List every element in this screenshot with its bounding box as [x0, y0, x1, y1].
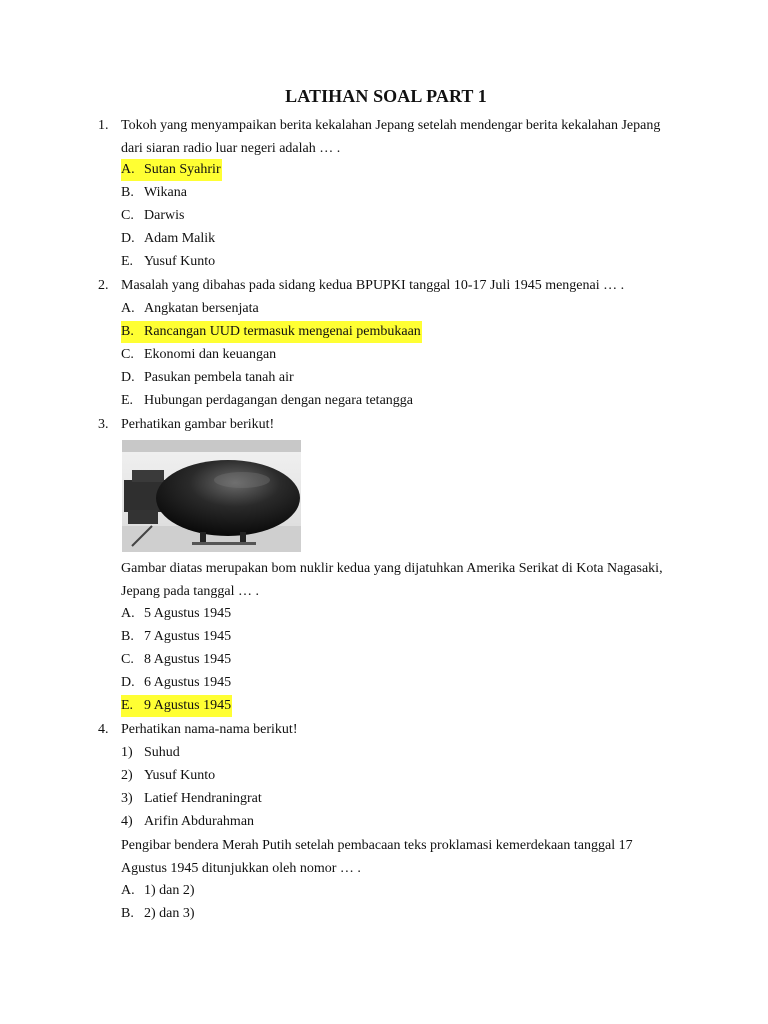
option-text: Rancangan UUD termasuk mengenai pembukaan — [144, 324, 421, 339]
option-text: Hubungan perdagangan dengan negara tetangga — [144, 393, 413, 408]
option-letter: E. — [121, 254, 134, 269]
question-3-option-b — [121, 626, 231, 648]
item-text: Yusuf Kunto — [144, 768, 216, 783]
option-letter: B. — [121, 185, 134, 200]
question-1-option-e — [121, 251, 215, 273]
question-1-option-c — [121, 205, 184, 227]
option-text: Wikana — [144, 185, 187, 200]
option-letter: A. — [121, 883, 135, 898]
question-4-item-4 — [121, 811, 254, 833]
option-text: Ekonomi dan keuangan — [144, 347, 277, 362]
question-2-number: 2. — [98, 278, 109, 293]
atomic-bomb-photo — [122, 440, 301, 552]
question-4-text: Pengibar bendera Merah Putih setelah pembacaan teks proklamasi kemerdekaan tanggal 17 Agustus 1945 ditunjukkan oleh nomor … . — [121, 838, 633, 876]
option-letter: A. — [121, 606, 135, 621]
option-letter: D. — [121, 231, 135, 246]
question-2-option-b — [121, 321, 422, 343]
option-letter: D. — [121, 370, 135, 385]
option-letter: B. — [121, 629, 134, 644]
question-2-text: Masalah yang dibahas pada sidang kedua BPUPKI tanggal 10-17 Juli 1945 mengenai … . — [121, 278, 625, 293]
question-4-option-b — [121, 903, 195, 925]
option-letter: B. — [121, 324, 134, 339]
option-letter: E. — [121, 393, 134, 408]
question-1-number: 1. — [98, 118, 109, 133]
question-3-number: 3. — [98, 417, 109, 432]
option-text: 8 Agustus 1945 — [144, 652, 232, 667]
option-text: 1) dan 2) — [144, 883, 195, 898]
option-text: Darwis — [144, 208, 185, 223]
option-text: Adam Malik — [144, 231, 216, 246]
question-2-option-a — [121, 298, 259, 320]
option-letter: C. — [121, 208, 134, 223]
option-letter: E. — [121, 698, 134, 713]
option-text: 2) dan 3) — [144, 906, 195, 921]
option-letter: C. — [121, 347, 134, 362]
item-text: Arifin Abdurahman — [144, 814, 255, 829]
question-3-option-e — [121, 695, 232, 717]
question-1-option-a — [121, 159, 222, 181]
option-text: 5 Agustus 1945 — [144, 606, 232, 621]
item-number: 2) — [121, 768, 133, 783]
question-4-item-2 — [121, 765, 215, 787]
question-1-option-d — [121, 228, 215, 250]
option-letter: A. — [121, 162, 135, 177]
option-text: 6 Agustus 1945 — [144, 675, 232, 690]
question-3-text: Gambar diatas merupakan bom nuklir kedua yang dijatuhkan Amerika Serikat di Kota Nagasaki, Jepang pada tanggal … . — [121, 561, 663, 599]
question-3-intro: Perhatikan gambar berikut! — [121, 417, 275, 432]
question-1-option-b — [121, 182, 187, 204]
option-text: 7 Agustus 1945 — [144, 629, 232, 644]
question-3-option-a — [121, 603, 231, 625]
question-3-option-d — [121, 672, 231, 694]
question-2-option-c — [121, 344, 276, 366]
item-number: 1) — [121, 745, 133, 760]
item-text: Suhud — [144, 745, 180, 760]
question-4-option-a — [121, 880, 195, 902]
option-text: Angkatan bersenjata — [144, 301, 259, 316]
option-text: Sutan Syahrir — [144, 162, 221, 177]
question-2-option-d — [121, 367, 294, 389]
option-text: 9 Agustus 1945 — [144, 698, 232, 713]
question-4-number: 4. — [98, 722, 109, 737]
question-3-option-c — [121, 649, 231, 671]
option-letter: D. — [121, 675, 135, 690]
item-number: 4) — [121, 814, 133, 829]
option-text: Pasukan pembela tanah air — [144, 370, 294, 385]
item-text: Latief Hendraningrat — [144, 791, 262, 806]
option-letter: B. — [121, 906, 134, 921]
option-letter: A. — [121, 301, 135, 316]
page-title: LATIHAN SOAL PART 1 — [285, 86, 487, 106]
question-4-intro: Perhatikan nama-nama berikut! — [121, 722, 298, 737]
option-letter: C. — [121, 652, 134, 667]
option-text: Yusuf Kunto — [144, 254, 216, 269]
item-number: 3) — [121, 791, 133, 806]
question-2-option-e — [121, 390, 413, 412]
question-4-item-1 — [121, 742, 180, 764]
bomb-image — [122, 440, 301, 552]
question-4-item-3 — [121, 788, 262, 810]
question-1-text: Tokoh yang menyampaikan berita kekalahan Jepang setelah mendengar berita kekalahan Jepang dari siaran radio luar negeri adalah … . — [121, 118, 661, 156]
